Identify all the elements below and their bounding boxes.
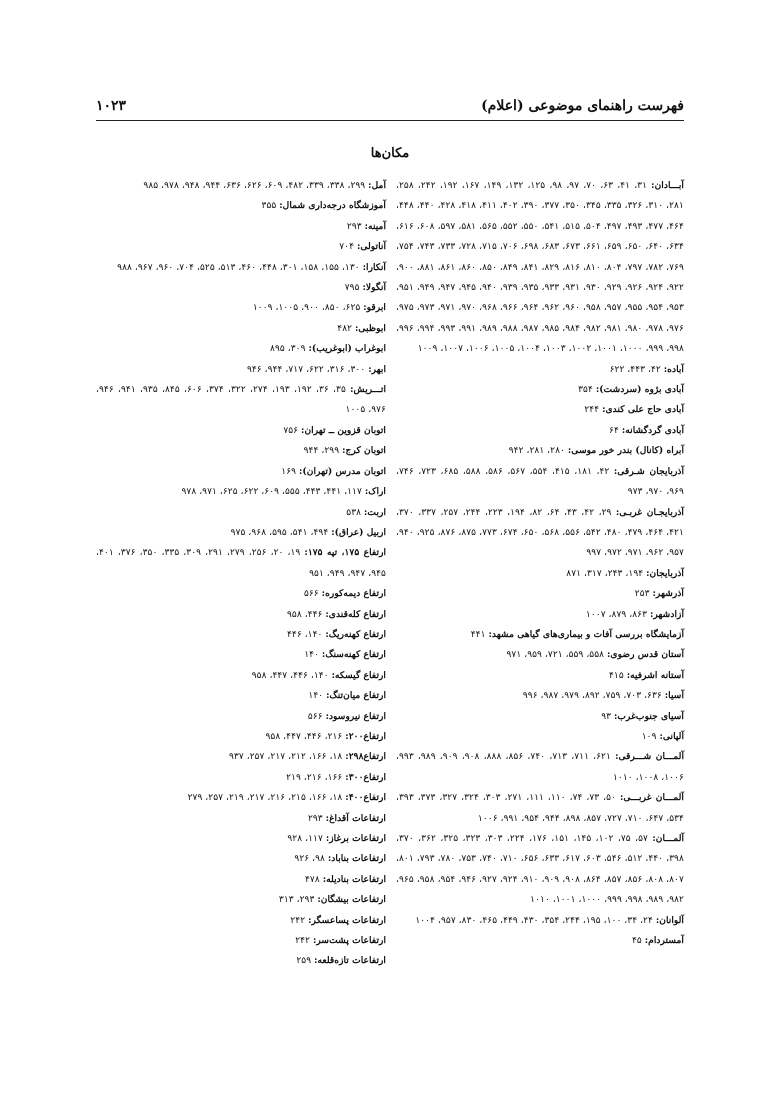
index-page-refs: ۶۴: [609, 424, 622, 436]
index-page-refs: ۱۶۹: [281, 465, 299, 477]
index-term: اتوبان مدرس (تهران):: [299, 465, 386, 477]
index-page-refs: ۱۴۰، ۴۴۶، ۴۴۷، ۹۵۸: [251, 669, 332, 681]
index-term: آذربایجان:: [646, 567, 684, 579]
index-page-refs: ۶۳۶، ۷۰۳، ۷۵۹، ۸۹۲، ۹۷۹، ۹۸۷، ۹۹۶: [522, 690, 665, 702]
index-term: آذربایجان شـرقی:: [613, 465, 685, 477]
index-entry: [96, 747, 386, 767]
index-page-refs: ۲۴، ۳۴، ۱۰۰، ۱۹۵، ۲۴۴، ۳۵۴، ۴۳۰، ۴۴۹، ۴۶۵، ۸۳۰، ۹۵۷، ۱۰۰۴: [415, 914, 656, 926]
index-term: ارتفاع۴۰۰:: [345, 792, 386, 804]
index-page-refs: ۴۸۲: [337, 322, 355, 334]
index-term: آبـــادان:: [651, 180, 684, 191]
index-entry: [96, 666, 386, 686]
index-term: آلمـــان:: [652, 833, 685, 844]
index-term: اربیل (عراق):: [331, 526, 386, 538]
index-page-refs: ۲۹۳، ۳۱۳: [278, 894, 318, 906]
index-page-refs: ۲۹۳: [307, 812, 326, 824]
index-page-refs: ۲۹، ۴۲، ۴۳، ۶۴، ۸۲، ۱۹۴، ۲۲۳، ۲۴۴، ۲۵۷، ۳۳۷، ۳۷۰، ۴۲۱، ۴۶۴، ۴۷۹، ۴۸۰، ۵۴۲، ۵۵۶، ۵۶۸، ۶۵۰، ۶۷۴، ۷۷۳، ۸۷۵، ۸۷۶، ۹۲۵، ۹۴۰، ۹۵۷، ۹۶۲، ۹۷۱، ۹۷۲، ۹۹۷: [396, 506, 684, 559]
index-term: اتوبان کرج:: [342, 445, 386, 457]
index-entry: [96, 870, 386, 890]
index-entry: [396, 380, 684, 400]
index-entry: [396, 788, 684, 829]
index-page-refs: ۴۲، ۱۸۱، ۴۱۵، ۵۵۴، ۵۶۷، ۵۸۶، ۵۸۸، ۶۸۵، ۷۲۳، ۷۴۶، ۹۶۹، ۹۷۰، ۹۷۳: [396, 465, 684, 498]
index-term: آذرشهر:: [652, 588, 684, 600]
index-term: آنگولا:: [362, 282, 386, 294]
index-entry: [396, 625, 684, 645]
index-page-refs: ۲۸۰، ۲۸۱، ۹۴۲: [508, 445, 568, 457]
index-entry: [96, 217, 386, 237]
index-entry: [96, 319, 386, 339]
index-term: اربت:: [364, 506, 386, 518]
index-page-refs: ۲۵۹: [296, 955, 315, 967]
index-entry: [396, 462, 684, 503]
index-term: آلپانی:: [659, 730, 684, 742]
index-term: آنکارا:: [362, 261, 386, 273]
index-term: ابهر:: [368, 363, 386, 375]
index-entry: [96, 768, 386, 788]
index-page-refs: ۴۹۴، ۵۴۱، ۵۹۵، ۹۶۸، ۹۷۵: [230, 526, 332, 538]
index-entry: [96, 360, 386, 380]
page-header: [96, 92, 684, 114]
index-page-refs: ۳۵، ۳۶، ۱۹۲، ۱۹۳، ۲۷۴، ۳۲۲، ۳۷۴، ۶۰۶، ۸۴۵، ۹۳۵، ۹۴۱، ۹۴۶، ۹۷۶، ۱۰۰۵: [96, 384, 386, 416]
index-page-refs: ۶۲۵، ۸۵۰، ۹۰۰، ۱۰۰۵، ۱۰۰۹: [252, 302, 364, 314]
index-entry: [96, 298, 386, 318]
index-page-refs: ۱۹، ۲۰، ۲۵۶، ۲۷۹، ۲۹۱، ۳۰۹، ۳۳۵، ۳۵۰، ۳۷۶، ۴۰۱، ۹۴۵، ۹۴۷، ۹۴۹، ۹۵۱: [96, 547, 386, 579]
index-entry: [396, 686, 684, 706]
index-term: ارتفاع۲۹۸:: [345, 751, 386, 763]
index-page-refs: ۹۳: [601, 710, 615, 722]
index-page-refs: ۳۵۴: [578, 384, 596, 396]
index-page-refs: ۳۱، ۴۱، ۶۳، ۷۰، ۹۷، ۹۸، ۱۲۵، ۱۳۲، ۱۴۹، ۱۶۷، ۱۹۲، ۲۴۲، ۲۵۸، ۲۸۱، ۳۱۰، ۳۲۶، ۳۳۵، ۳۴۵، ۳۵۰، ۳۷۷، ۳۹۰، ۴۰۲، ۴۱۱، ۴۱۸، ۴۲۸، ۴۴۰، ۴۴۸، ۴۶۴، ۴۷۷، ۴۹۳، ۴۹۷، ۵۰۴، ۵۱۵، ۵۴۱، ۵۵۰، ۵۵۲، ۵۶۵، ۵۸۱، ۵۹۷، ۶۰۸، ۶۱۶، ۶۳۴، ۶۴۰، ۶۵۰، ۶۵۹، ۶۶۱، ۶۷۳، ۶۸۳، ۶۹۸، ۷۰۶، ۷۱۵، ۷۲۸، ۷۳۳، ۷۴۳، ۷۵۴، ۷۶۹، ۷۸۲، ۷۹۷، ۸۰۴، ۸۱۰، ۸۱۶، ۸۲۹، ۸۴۱، ۸۴۹، ۸۵۰، ۸۶۰، ۸۶۱، ۸۸۱، ۹۰۰، ۹۲۲، ۹۲۴، ۹۲۶، ۹۲۹، ۹۳۰، ۹۳۱، ۹۳۳، ۹۳۵، ۹۳۹، ۹۴۰، ۹۴۵، ۹۴۷، ۹۴۹، ۹۵۱، ۹۵۳، ۹۵۴، ۹۵۵، ۹۵۷، ۹۵۸، ۹۶۰، ۹۶۲، ۹۶۴، ۹۶۶، ۹۶۸، ۹۷۰، ۹۷۱، ۹۷۳، ۹۷۵، ۹۷۶، ۹۷۸، ۹۸۰، ۹۸۱، ۹۸۲، ۹۸۴، ۹۸۵، ۹۸۷، ۹۸۸، ۹۸۹، ۹۹۱، ۹۹۳، ۹۹۴، ۹۹۶، ۹۹۸، ۹۹۹، ۱۰۰۰، ۱۰۰۱، ۱۰۰۲، ۱۰۰۳، ۱۰۰۴، ۱۰۰۵، ۱۰۰۶، ۱۰۰۷، ۱۰۰۹: [396, 180, 684, 355]
index-term: ارتفاعات برغاز:: [325, 833, 386, 844]
index-entry: [396, 176, 684, 360]
index-term: اتوبان قزوین ــ تهران:: [301, 424, 386, 436]
index-entry: [396, 707, 684, 727]
index-entry: [96, 380, 386, 421]
section-title: مکان‌ها: [370, 146, 410, 161]
index-term: اتـــریش:: [350, 384, 387, 396]
index-term: اراک:: [364, 486, 386, 498]
index-term: آمل:: [368, 180, 386, 191]
index-page-refs: ۴۴۶، ۹۵۸: [286, 608, 326, 620]
index-term: آلوانان:: [655, 914, 684, 926]
index-entry: [96, 645, 386, 665]
index-term: آموزشگاه درجه‌داری شمال:: [279, 200, 386, 212]
index-entry: [396, 829, 684, 911]
index-term: آسیای جنوب‌غرب:: [614, 710, 684, 722]
index-term: ارتفاعات بناباد:: [327, 853, 386, 865]
index-page-refs: ۴۱۵: [608, 669, 627, 681]
index-page-refs: ۷۹۵: [344, 282, 363, 294]
index-term: ارتفاع نیروسود:: [325, 710, 386, 722]
index-page-refs: ۹۸، ۹۲۶: [294, 853, 328, 865]
index-entry: [96, 686, 386, 706]
index-entry: [396, 421, 684, 441]
index-term: آمستردام:: [644, 935, 684, 947]
index-page-refs: ۱۶۶، ۲۱۶، ۲۱۹: [286, 771, 346, 783]
index-term: ارتفاع ۱۷۵، تپه ۱۷۵:: [304, 547, 387, 559]
index-page-refs: ۱۸، ۱۶۶، ۲۱۵، ۲۱۶، ۲۱۷، ۲۱۹، ۲۵۷، ۲۷۹: [187, 792, 346, 804]
index-page-refs: ۵۷، ۷۵، ۱۰۲، ۱۴۵، ۱۵۱، ۱۷۶، ۲۲۴، ۳۰۳، ۳۲۳، ۳۲۵، ۳۶۲، ۳۷۰، ۳۹۸، ۴۴۰، ۵۱۲، ۵۴۶، ۶۰۳، ۶۱۷، ۶۳۳، ۶۵۶، ۷۱۰، ۷۴۰، ۷۵۳، ۷۸۰، ۷۹۳، ۸۰۱، ۸۰۷، ۸۰۸، ۸۵۶، ۸۵۷، ۸۶۴، ۹۰۸، ۹۰۹، ۹۱۰، ۹۲۴، ۹۲۷، ۹۴۶، ۹۵۴، ۹۵۸، ۹۶۵، ۹۸۲، ۹۸۹، ۹۹۸، ۹۹۹، ۱۰۰۰، ۱۰۰۱، ۱۰۱۰: [396, 833, 684, 906]
index-term: ارتفاع دیمه‌کوره:: [321, 588, 386, 600]
index-page-refs: ۲۵۳: [634, 588, 653, 600]
index-entry: [96, 707, 386, 727]
index-page-refs: ۲۹۹، ۹۴۴: [303, 445, 343, 457]
index-term: ارتفاعات پساعسگر:: [308, 914, 386, 926]
index-page-refs: ۵۵۸، ۵۵۹، ۷۲۱، ۹۵۹، ۹۷۱: [506, 649, 608, 661]
index-entry: [96, 462, 386, 482]
index-entry: [96, 258, 386, 278]
index-entry: [96, 543, 386, 584]
index-page-refs: ۶۲۱، ۷۱۱، ۷۱۳، ۷۴۰، ۸۵۶، ۸۸۸، ۹۰۸، ۹۰۹، ۹۸۹، ۹۹۳، ۱۰۰۶، ۱۰۰۸، ۱۰۱۰: [396, 751, 684, 783]
index-entry: [396, 931, 684, 951]
index-entry: [396, 645, 684, 665]
index-entry: [396, 441, 684, 461]
index-page-refs: ۲۹۹، ۳۳۸، ۳۳۹، ۴۸۲، ۶۰۹، ۶۲۶، ۶۳۶، ۹۴۴، ۹۴۸، ۹۷۸، ۹۸۵: [143, 180, 369, 191]
index-column-left: [96, 176, 386, 972]
index-entry: [96, 829, 386, 849]
running-title: فهرست راهنمای موضوعی (اعلام): [481, 98, 684, 114]
index-entry: [96, 176, 386, 196]
index-entry: [396, 360, 684, 380]
index-term: ابوغراب (ابوغریب):: [308, 343, 386, 355]
index-entry: [396, 584, 684, 604]
index-entry: [96, 605, 386, 625]
index-term: ارتفاعات پشت‌سر:: [312, 935, 386, 947]
index-entry: [396, 503, 684, 564]
index-term: ابرقو:: [363, 302, 386, 314]
index-entry: [96, 931, 386, 951]
index-entry: [396, 564, 684, 584]
index-term: ارتفاع کهنه‌ریگ:: [325, 628, 386, 640]
index-page-refs: ۴۴۱: [470, 628, 489, 640]
index-page-refs: ۵۰، ۷۳، ۷۴، ۱۱۰، ۱۱۱، ۲۷۱، ۳۰۳، ۳۲۴، ۳۲۷، ۳۷۳، ۳۹۳، ۵۳۴، ۶۴۷، ۷۱۰، ۷۲۷، ۸۵۷، ۸۹۸، ۹۴۴، ۹۵۴، ۹۹۱، ۱۰۰۶: [396, 792, 684, 824]
index-term: ارتفاعات بنادیله:: [322, 873, 386, 885]
index-page-refs: ۱۹۴، ۲۴۳، ۳۱۷، ۸۷۱: [566, 567, 647, 579]
index-term: آمینه:: [364, 220, 386, 232]
index-term: ارتفاع۳۰۰:: [345, 771, 386, 783]
index-page-refs: ۴۲، ۴۴۳، ۶۲۲: [609, 363, 664, 375]
index-page-refs: ۲۱۶، ۴۴۶، ۴۴۷، ۹۵۸: [265, 730, 346, 742]
index-term: آبادی گردگشانه:: [621, 424, 684, 436]
index-entry: [96, 788, 386, 808]
index-term: ارتفاع کله‌قندی:: [325, 608, 386, 620]
index-page-refs: ۷۵۶: [283, 424, 302, 436]
index-term: ارتفاع گیسکه:: [331, 669, 386, 681]
index-term: آلمـــان شـــرقی:: [615, 751, 685, 763]
index-page-refs: ۳۰۹، ۸۹۵: [270, 343, 309, 355]
index-page-refs: ۱۰۹: [641, 730, 660, 742]
index-term: ارتفاع میان‌تنگ:: [326, 690, 386, 702]
index-entry: [396, 727, 684, 747]
index-entry: [96, 584, 386, 604]
index-page-refs: ۵۶۶: [303, 588, 322, 600]
index-page-refs: ۱۱۷، ۴۴۱، ۴۴۳، ۵۵۵، ۶۰۹، ۶۲۲، ۶۲۵، ۹۷۱، ۹۷۸: [181, 486, 365, 498]
index-entry: [96, 278, 386, 298]
index-entry: [396, 747, 684, 788]
index-term: آستانه اشرفیه:: [626, 669, 684, 681]
index-page-refs: ۱۴۰: [308, 690, 327, 702]
index-entry: [96, 441, 386, 461]
index-entry: [96, 727, 386, 747]
index-entry: [96, 809, 386, 829]
index-term: ارتفاعات تازه‌قلعه:: [314, 955, 386, 967]
index-entry: [96, 523, 386, 543]
index-entry: [396, 400, 684, 420]
index-entry: [396, 911, 684, 931]
index-entry: [96, 339, 386, 359]
header-rule: [96, 120, 684, 121]
index-term: آستان قدس رضوی:: [607, 649, 684, 661]
index-entry: [96, 951, 386, 971]
index-term: آناتولی:: [356, 241, 386, 253]
index-term: ابوظبی:: [355, 322, 386, 334]
index-page-refs: ۱۳۰، ۱۵۵، ۱۵۸، ۳۰۱، ۴۴۸، ۴۶۰، ۵۱۳، ۵۲۵، ۷۰۴، ۹۶۰، ۹۶۷، ۹۸۸: [117, 261, 363, 273]
page-number: ۱۰۲۳: [96, 98, 127, 114]
index-entry: [96, 482, 386, 502]
index-term: آزمایشگاه بررسی آفات و بیماری‌های گیاهی مشهد:: [488, 628, 684, 640]
index-entry: [96, 890, 386, 910]
index-page-refs: ۲۴۲: [290, 914, 309, 926]
index-entry: [96, 849, 386, 869]
index-entry: [96, 421, 386, 441]
index-page-refs: ۲۴۴: [584, 404, 603, 416]
index-term: آسیا:: [664, 690, 684, 702]
index-page-refs: ۱۴۰: [304, 649, 322, 661]
index-page-refs: ۲۴۲: [295, 935, 313, 947]
index-page-refs: ۸۶۳، ۸۷۹، ۱۰۰۷: [585, 608, 650, 620]
index-entry: [96, 625, 386, 645]
index-term: ارتفاع۲۰۰:: [345, 730, 386, 742]
index-term: آبادی بژوه (سردشت):: [595, 384, 684, 396]
index-page-refs: ۲۹۳: [346, 220, 365, 232]
index-page-refs: ۱۴۰، ۴۴۶: [286, 628, 326, 640]
index-term: آزادشهر:: [649, 608, 684, 620]
index-column-right: [396, 176, 684, 951]
index-entry: [96, 196, 386, 216]
index-page-refs: ۳۰۰، ۳۱۶، ۶۲۲، ۷۱۷، ۹۴۴، ۹۴۶: [246, 363, 369, 375]
index-page-refs: ۳۵۵: [261, 200, 280, 212]
index-term: ارتفاعات آقداغ:: [325, 812, 386, 824]
index-entry: [96, 911, 386, 931]
index-page-refs: ۵۳۸: [346, 506, 365, 518]
index-term: ارتفاعات بیشگان:: [317, 894, 386, 906]
index-term: آبراه (کانال) بندر خور موسی:: [567, 445, 684, 457]
index-page-refs: ۵۶۶: [307, 710, 326, 722]
index-page-refs: ۷۰۴: [339, 241, 357, 253]
index-page-refs: ۴۷۸: [305, 873, 323, 885]
index-page-refs: ۴۵: [631, 935, 645, 947]
index-term: آذربایجـان غربـی:: [615, 506, 684, 518]
index-entry: [396, 666, 684, 686]
index-page-refs: ۱۸، ۱۶۶، ۲۱۲، ۲۱۷، ۲۵۷، ۹۳۷: [228, 751, 346, 763]
index-term: آباده:: [663, 363, 684, 375]
index-term: ارتفاع کهنه‌سنگ:: [321, 649, 386, 661]
index-term: آلمـــان غربـــی:: [619, 792, 684, 804]
index-page-refs: ۱۱۷، ۹۲۸: [287, 833, 326, 844]
index-entry: [96, 237, 386, 257]
index-term: آبادی حاج علی کندی:: [602, 404, 684, 416]
index-entry: [396, 605, 684, 625]
index-entry: [96, 503, 386, 523]
